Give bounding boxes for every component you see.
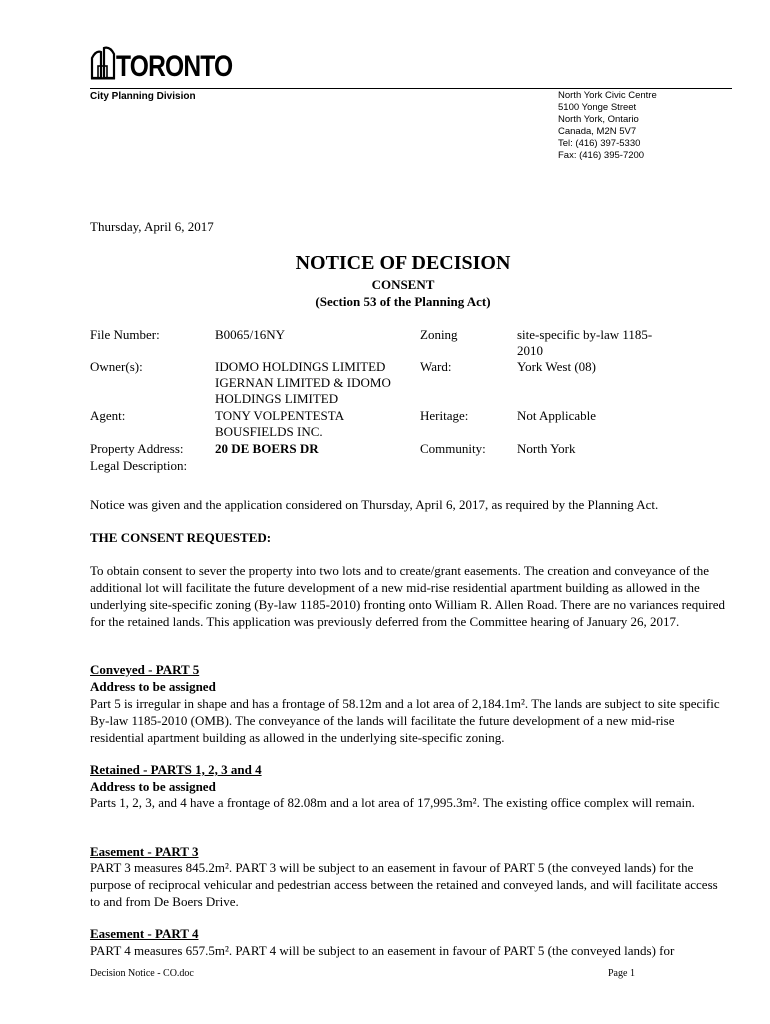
ward-value: York West (08) xyxy=(517,359,597,374)
footer-page-number: Page 1 xyxy=(608,968,635,979)
address-line: North York Civic Centre xyxy=(558,90,657,101)
address-line: North York, Ontario xyxy=(558,114,639,125)
conveyed-subheading: Address to be assigned xyxy=(90,679,216,694)
community-value: North York xyxy=(517,441,576,456)
notice-paragraph: Notice was given and the application considered on Thursday, April 6, 2017, as required by the Planning Act. xyxy=(90,497,659,512)
heritage-label: Heritage: xyxy=(420,408,469,423)
zoning-value: site-specific by-law 1185- xyxy=(517,327,653,342)
toronto-logo xyxy=(90,46,233,84)
file-number-value: B0065/16NY xyxy=(215,327,286,342)
retained-paragraph: Parts 1, 2, 3, and 4 have a frontage of 82.08m and a lot area of 17,995.3m². The existing office complex will remain. xyxy=(90,795,695,810)
division-name: City Planning Division xyxy=(90,91,196,102)
heritage-value: Not Applicable xyxy=(517,408,597,423)
city-hall-icon xyxy=(90,46,116,80)
office-address xyxy=(558,90,657,162)
legal-description-label: Legal Description: xyxy=(90,458,188,473)
address-line: Tel: (416) 397-5330 xyxy=(558,138,641,149)
property-address-value: 20 DE BOERS DR xyxy=(215,441,319,456)
easement3-paragraph: PART 3 measures 845.2m². PART 3 will be subject to an easement in favour of PART 5 (the conveyed lands) for the purpose of reciprocal vehicular and pedestrian access between the retained and conveyed lands, and will facilitate access to and from De Boers Drive. xyxy=(90,860,718,909)
header-rule xyxy=(90,88,732,89)
decision-date: Thursday, April 6, 2017 xyxy=(90,219,214,234)
community-label: Community: xyxy=(420,441,486,456)
property-address-label: Property Address: xyxy=(90,441,184,456)
consent-heading: THE CONSENT REQUESTED: xyxy=(90,530,272,545)
conveyed-heading: Conveyed - PART 5 xyxy=(90,662,200,677)
owners-label: Owner(s): xyxy=(90,359,143,374)
conveyed-paragraph: Part 5 is irregular in shape and has a frontage of 58.12m and a lot area of 2,184.1m². The lands are subject to site specific By-law 1185-2010 (OMB). The conveyance of the lands will facilitate the future development of a new mid-rise residential apartment building as allowed in the underlying site-specific zoning. xyxy=(90,696,720,745)
easement4-paragraph: PART 4 measures 657.5m². PART 4 will be subject to an easement in favour of PART 5 (the conveyed lands) for xyxy=(90,943,675,958)
agent-value-2: BOUSFIELDS INC. xyxy=(215,424,323,439)
easement3-heading: Easement - PART 3 xyxy=(90,844,199,859)
consent-paragraph: To obtain consent to sever the property into two lots and to create/grant easements. The creation and conveyance of the additional lot will facilitate the future development of a new mid-rise residential apartment building as allowed in the underlying site-specific zoning (By-law 1185-2010) fronting onto William R. Allen Road. There are no variances required for the retained lands. This application was previously deferred from the Committee hearing of January 26, 2017. xyxy=(90,563,725,629)
document-subtitle-act: (Section 53 of the Planning Act) xyxy=(315,294,491,309)
retained-subheading: Address to be assigned xyxy=(90,779,216,794)
file-number-label: File Number: xyxy=(90,327,160,342)
address-line: Canada, M2N 5V7 xyxy=(558,126,637,137)
owners-value-2: IGERNAN LIMITED & IDOMO xyxy=(215,375,391,390)
owners-value: IDOMO HOLDINGS LIMITED xyxy=(215,359,386,374)
document-subtitle: CONSENT xyxy=(371,277,435,292)
easement4-heading: Easement - PART 4 xyxy=(90,926,199,941)
address-line: Fax: (416) 395-7200 xyxy=(558,150,645,161)
footer-filename: Decision Notice - CO.doc xyxy=(90,968,194,979)
ward-label: Ward: xyxy=(420,359,452,374)
zoning-label: Zoning xyxy=(420,327,458,342)
zoning-value-cont: 2010 xyxy=(517,343,543,358)
address-line: 5100 Yonge Street xyxy=(558,102,637,113)
agent-label: Agent: xyxy=(90,408,126,423)
owners-value-3: HOLDINGS LIMITED xyxy=(215,391,339,406)
agent-value: TONY VOLPENTESTA xyxy=(215,408,345,423)
logo-wordmark: TORONTO xyxy=(116,50,233,83)
retained-heading: Retained - PARTS 1, 2, 3 and 4 xyxy=(90,762,262,777)
document-title: NOTICE OF DECISION xyxy=(295,252,511,274)
